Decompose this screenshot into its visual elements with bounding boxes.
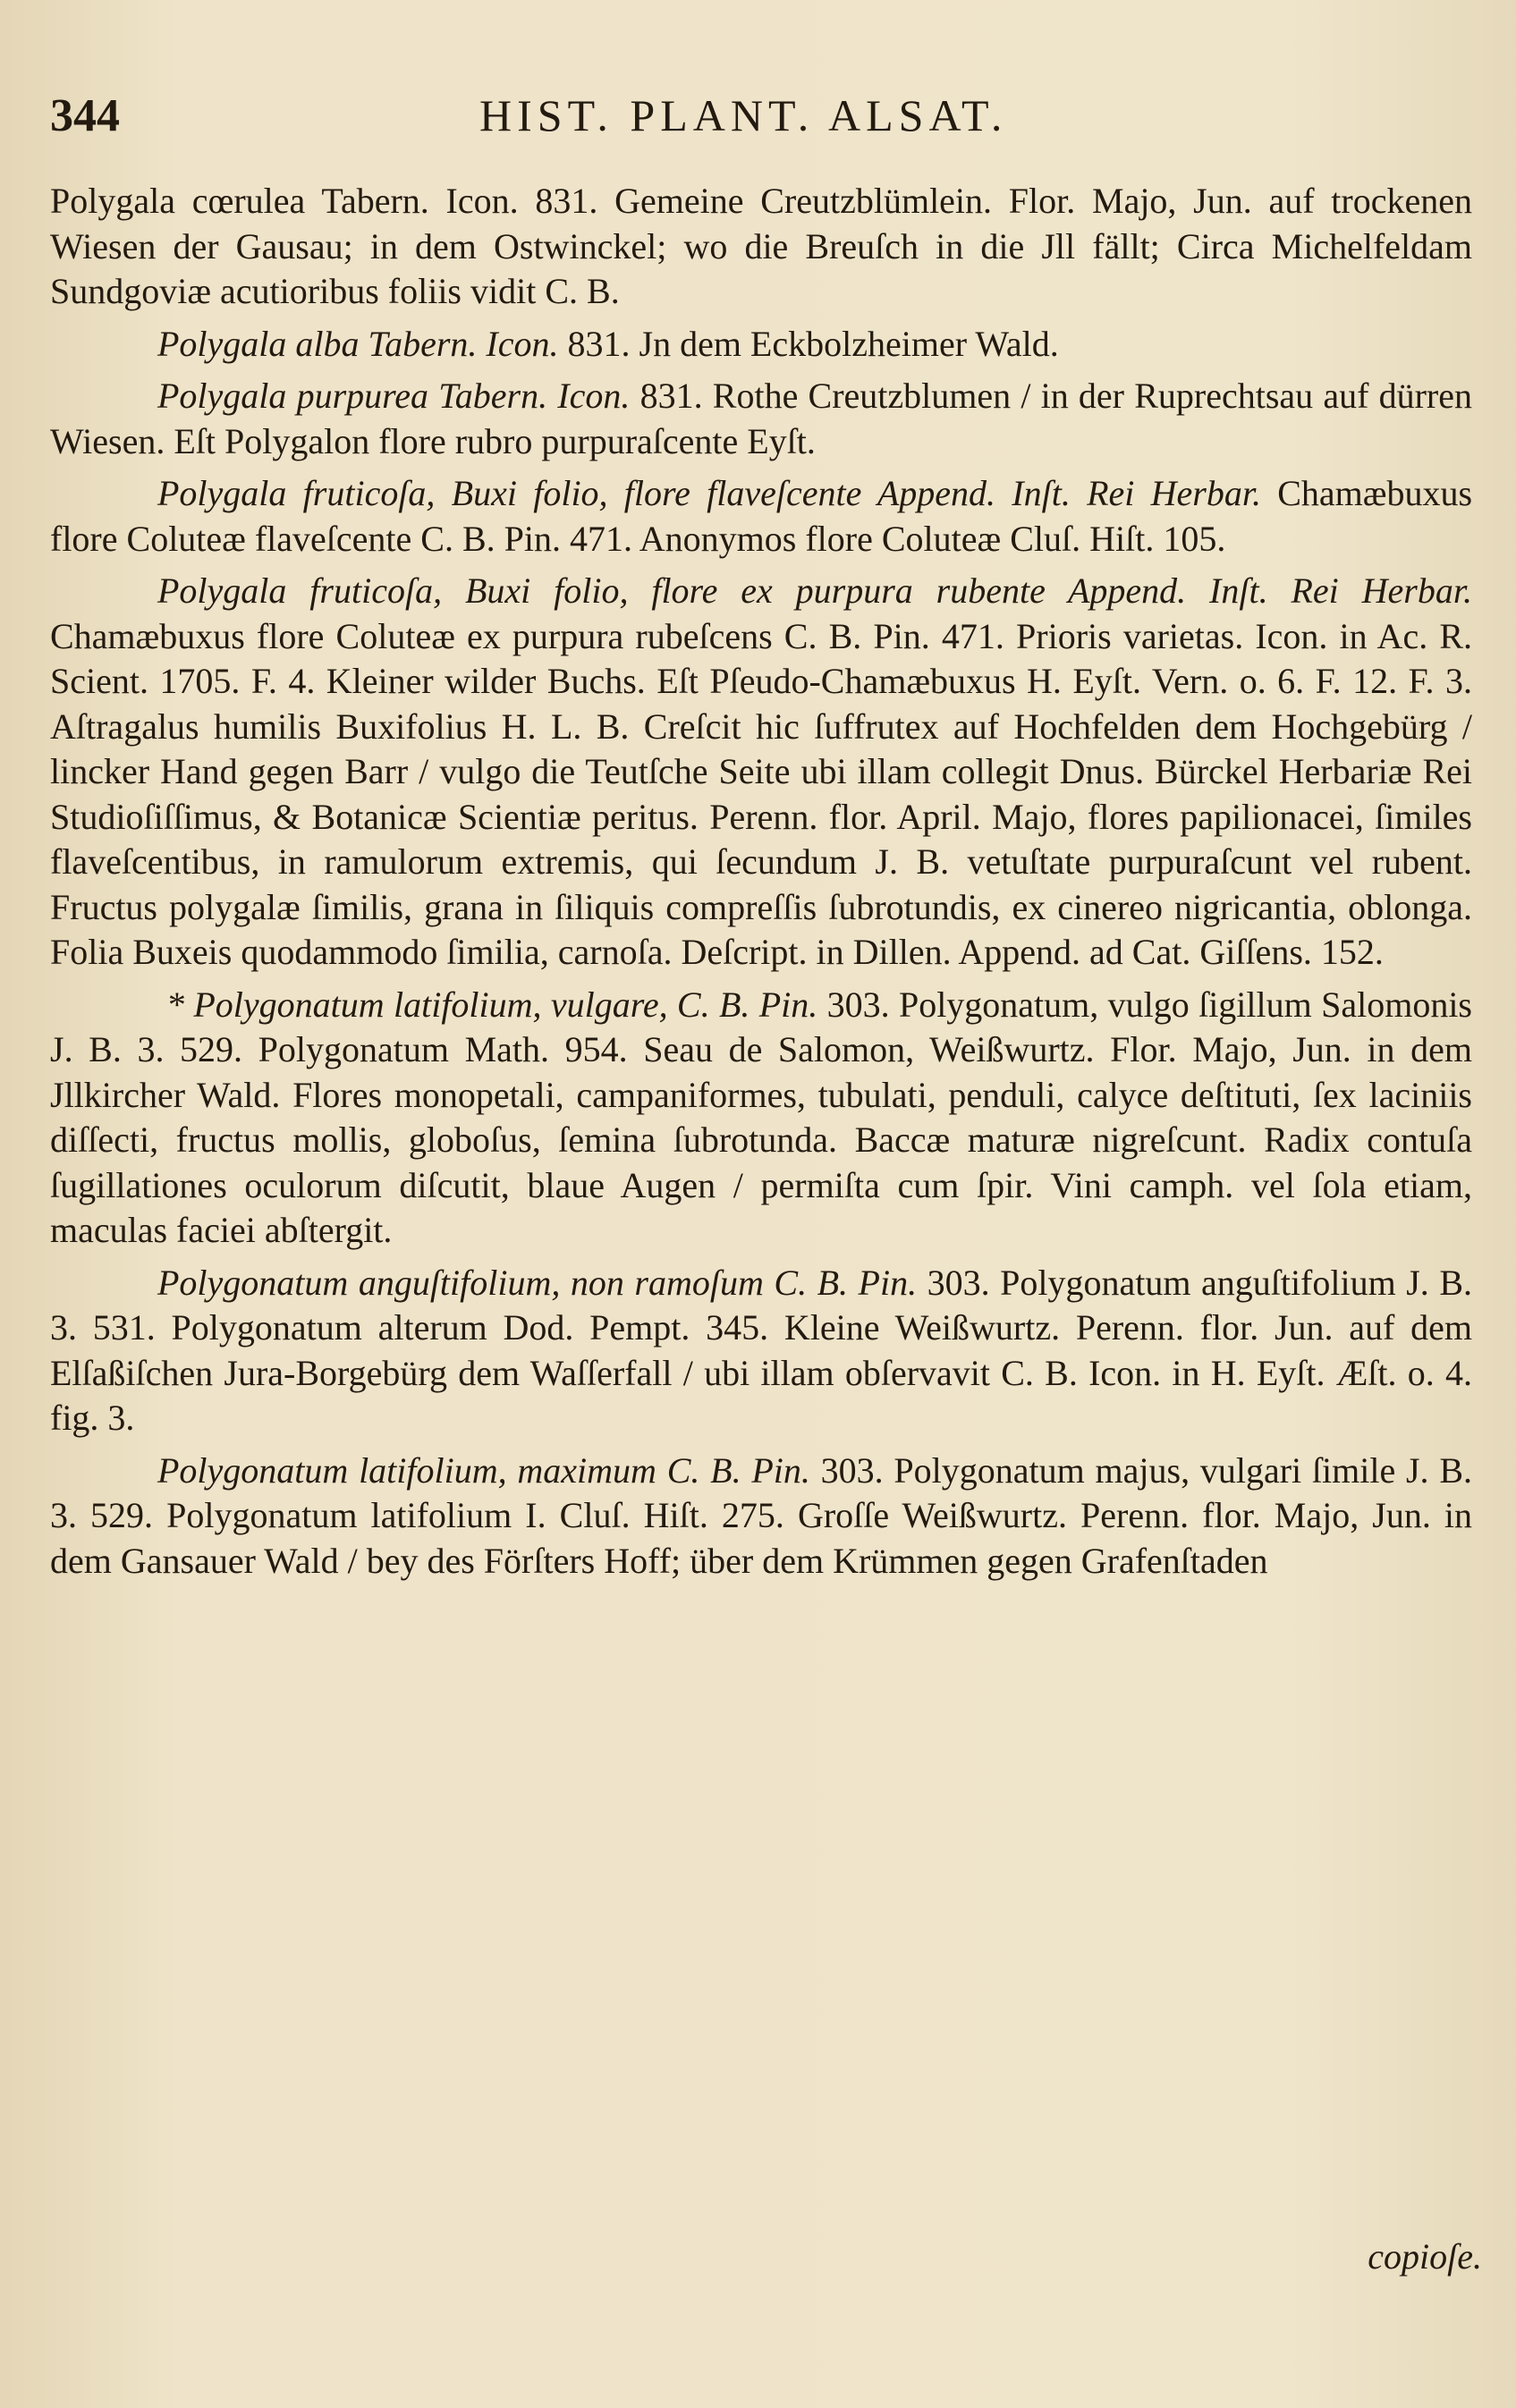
entry-lead: Polygala fruticoſa, Buxi folio, flore flaveſcente Append. Inſt. Rei Herbar. — [157, 473, 1261, 513]
entry-lead: Polygala alba Tabern. Icon. — [157, 323, 559, 364]
entry-polygonatum-latifolium-vulgare — [50, 983, 1472, 1254]
entry-text: 303. Polygonatum, vulgo ſigillum Salomonis J. B. 3. 529. Polygonatum Math. 954. Seau de Salomon, Weißwurtz. Flor. Majo, Jun. in dem Jllkircher Wald. Flores monopetali, campaniformes, tubulati, penduli, calyce deſtituti, ſex laciniis diſſecti, fructus mollis, globoſus, ſemina ſubrotunda. Baccæ maturæ nigreſcunt. Radix contuſa ſugillationes oculorum diſcutit, blaue Augen / permiſta cum ſpir. Vini camph. vel ſola etiam, maculas faciei abſtergit. — [50, 984, 1473, 1250]
entry-lead: Polygala purpurea Tabern. Icon. — [157, 376, 631, 416]
entry-text: Chamæbuxus flore Coluteæ flaveſcente C. B. Pin. 471. Anonymos flore Coluteæ Cluſ. Hiſt. 105. — [50, 473, 1473, 559]
page-body — [50, 179, 1472, 1591]
entry-polygala-fruticosa-flavescente — [50, 471, 1472, 562]
entry-text: 831. Jn dem Eckbolzheimer Wald. — [567, 323, 1059, 364]
running-header — [50, 89, 1481, 152]
entry-polygala-alba — [50, 322, 1472, 368]
catchword: copioſe. — [1368, 2236, 1482, 2277]
entry-text: Chamæbuxus flore Coluteæ ex purpura rubeſcens C. B. Pin. 471. Prioris varietas. Icon. in Ac. R. Scient. 1705. F. 4. Kleiner wilder Buchs. Eſt Pſeudo-Chamæbuxus H. Eyſt. Vern. o. 6. F. 12. F. 3. Aſtragalus humilis Buxifolius H. L. B. Creſcit hic ſuffrutex auf Hochfelden dem Hochgebürg / lincker Hand gegen Barr / vulgo die Teutſche Seite ubi illam collegit Dnus. Bürckel Herbariæ Rei Studioſiſſimus, & Botanicæ Scientiæ peritus. Perenn. flor. April. Majo, flores papilionacei, ſimiles flaveſcentibus, in ramulorum extremis, qui ſecundum J. B. vetuſtate purpuraſcunt vel rubent. Fructus polygalæ ſimilis, grana in ſiliquis compreſſis ſubrotundis, ex cinereo nigricantia, oblonga. Folia Buxeis quodammodo ſimilia, carnoſa. Deſcript. in Dillen. Append. ad Cat. Giſſens. 152. — [50, 615, 1472, 972]
entry-polygonatum-angustifolium — [50, 1261, 1472, 1441]
entry-lead: Polygonatum latifolium, maximum C. B. Pin. — [157, 1449, 810, 1491]
entry-polygala-fruticosa-purpura — [50, 569, 1472, 976]
entry-text: Polygala cœrulea Tabern. Icon. 831. Gemeine Creutzblümlein. Flor. Majo, Jun. auf trockenen Wiesen der Gausau; in dem Ostwinckel; wo die Breuſch in die Jll fällt; Circa Michelfeldam Sundgoviæ acutioribus foliis vidit C. B. — [50, 181, 1472, 311]
entry-text: 303. Polygonatum majus, vulgari ſimile J. B. 3. 529. Polygonatum latifolium I. Cluſ. Hiſt. 275. Groſſe Weißwurtz. Perenn. flor. Majo, Jun. in dem Gansauer Wald / bey des Förſters Hoff; über dem Krümmen gegen Grafenſtaden — [50, 1449, 1472, 1581]
entry-lead: Polygala fruticoſa, Buxi folio, flore ex purpura rubente Append. Inſt. Rei Herbar. — [157, 570, 1472, 611]
entry-polygonatum-maximum — [50, 1449, 1472, 1584]
running-title: HIST. PLANT. ALSAT. — [479, 90, 1008, 140]
entry-lead: Polygonatum anguſtifolium, non ramoſum C. B. Pin. — [157, 1262, 918, 1303]
entry-polygala-coerulea — [50, 179, 1472, 315]
entry-text: 831. Rothe Creutzblumen / in der Ruprechtsau auf dürren Wiesen. Eſt Polygalon flore rubro purpuraſcente Eyſt. — [50, 376, 1472, 461]
entry-lead: * Polygonatum latifolium, vulgare, C. B. Pin. — [166, 984, 818, 1025]
entry-text: 303. Polygonatum anguſtifolium J. B. 3. 531. Polygonatum alterum Dod. Pempt. 345. Kleine Weißwurtz. Perenn. flor. Jun. auf dem Elſaßiſchen Jura-Borgebürg dem Waſſerfall / ubi illam obſervavit C. B. Icon. in H. Eyſt. Æſt. o. 4. fig. 3. — [50, 1262, 1472, 1438]
entry-polygala-purpurea — [50, 374, 1472, 464]
page-number: 344 — [50, 90, 120, 141]
